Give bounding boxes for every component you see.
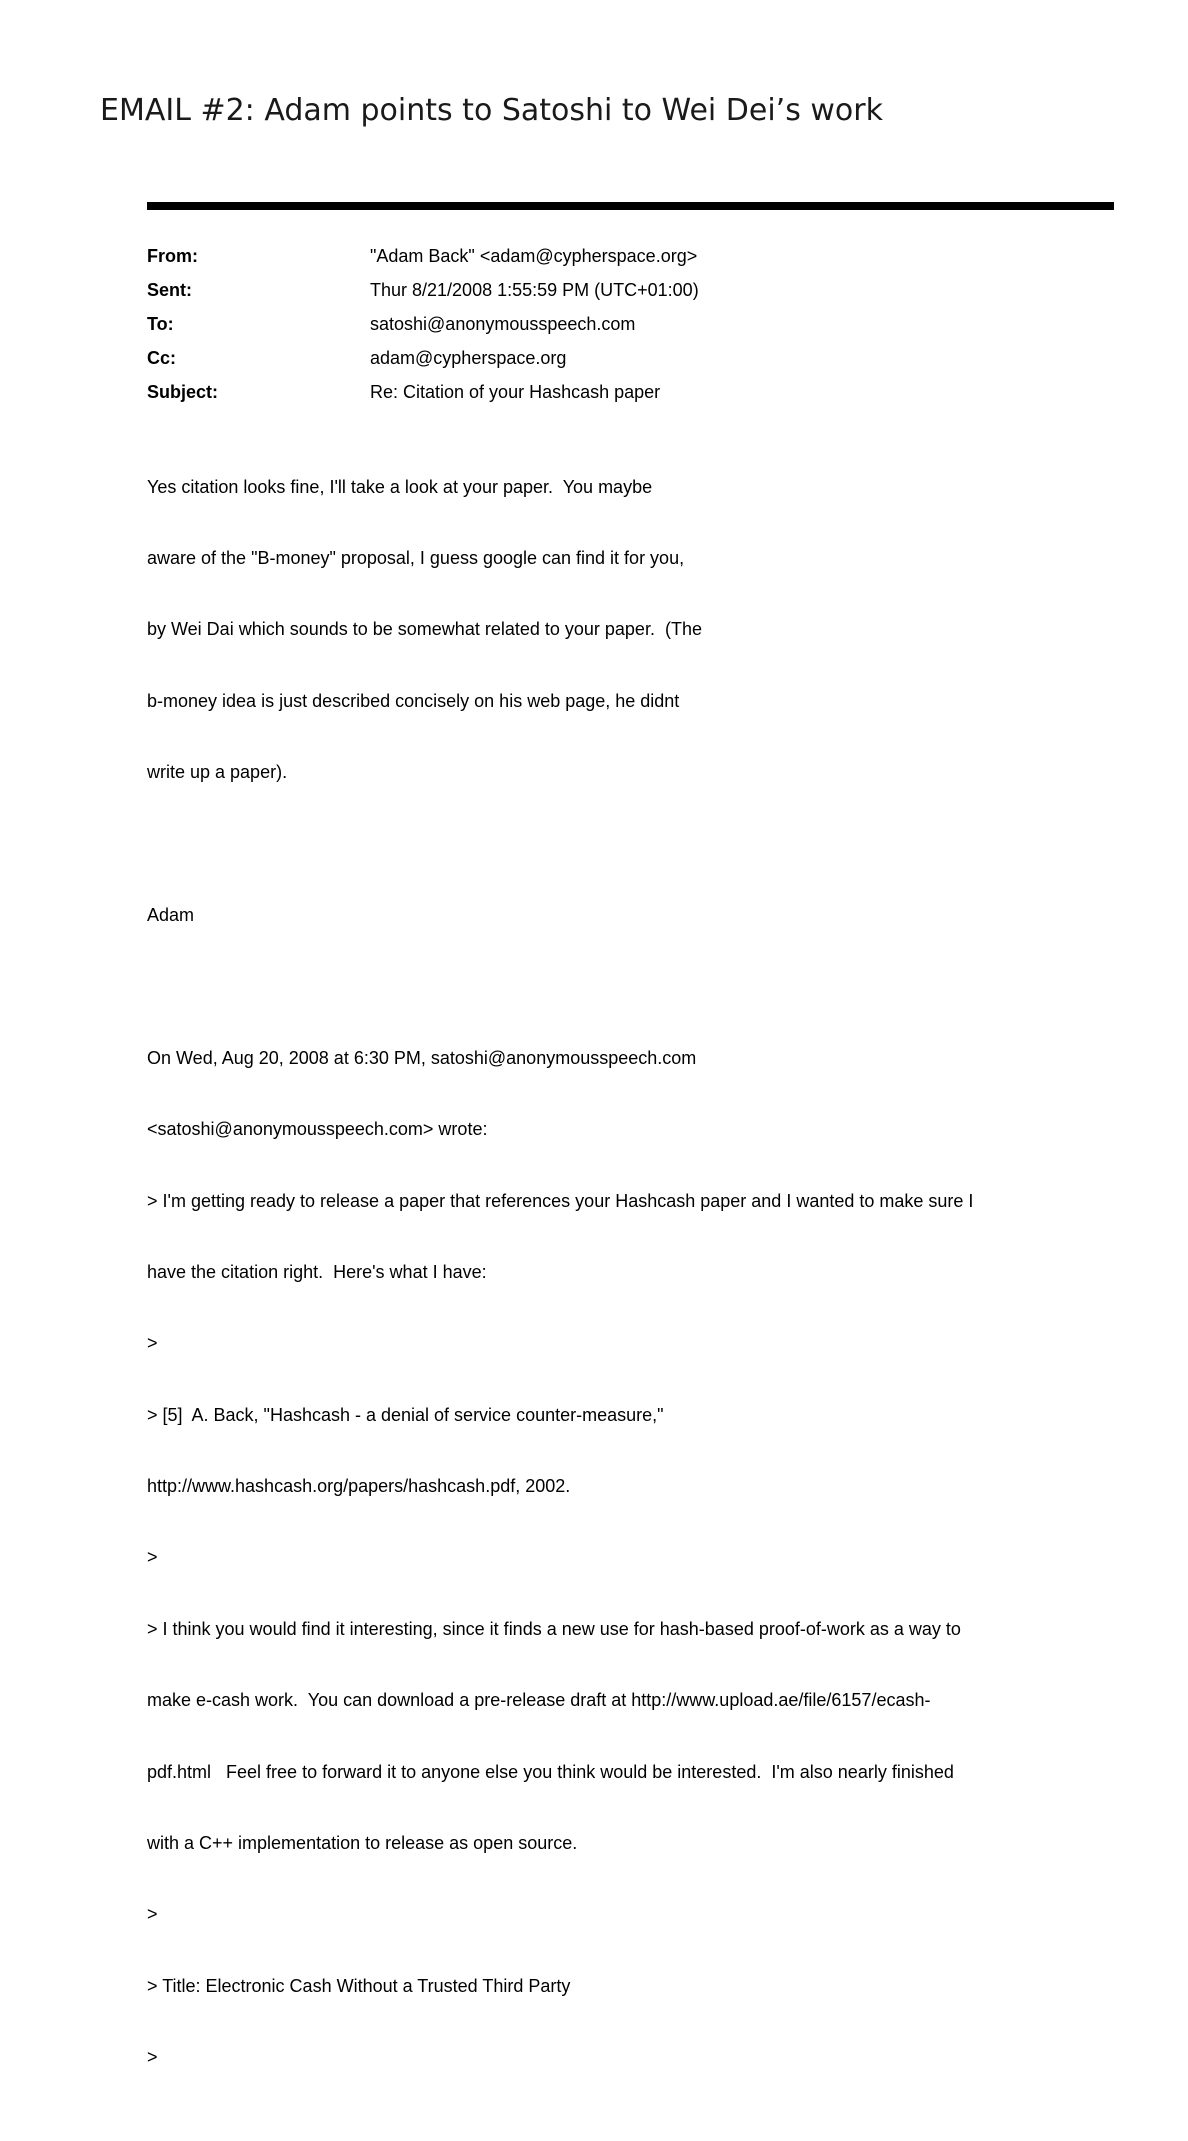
body-line: write up a paper).	[147, 762, 288, 783]
signature-name: Adam	[147, 904, 195, 925]
header-row-to	[147, 307, 1114, 341]
header-divider	[147, 202, 1114, 210]
sent-value: Thur 8/21/2008 1:55:59 PM (UTC+01:00)	[370, 280, 699, 300]
quote-line: > [5] A. Back, "Hashcash - a denial of service counter-measure,"	[147, 1404, 664, 1425]
cc-label: Cc:	[147, 348, 177, 368]
body-line: Yes citation looks fine, I'll take a look at your paper. You maybe	[147, 476, 653, 497]
quote-line: > Title: Electronic Cash Without a Trusted Third Party	[147, 1975, 571, 1996]
from-value: "Adam Back" <adam@cypherspace.org>	[370, 246, 698, 266]
cc-value: adam@cypherspace.org	[370, 348, 567, 368]
header-row-from	[147, 239, 1114, 273]
quote-line: >	[147, 1904, 158, 1925]
quote-line: pdf.html Feel free to forward it to anyone else you think would be interested. I'm also nearly finished	[147, 1761, 954, 1782]
header-row-subject	[147, 375, 1114, 409]
to-label: To:	[147, 314, 174, 334]
subject-value: Re: Citation of your Hashcash paper	[370, 382, 661, 402]
email-body	[147, 428, 1114, 2118]
quote-line: with a C++ implementation to release as open source.	[147, 1833, 578, 1854]
quote-line: >	[147, 1547, 158, 1568]
quote-line: make e-cash work. You can download a pre-release draft at http://www.upload.ae/file/6157/ecash-	[147, 1690, 931, 1711]
quote-line: http://www.hashcash.org/papers/hashcash.pdf, 2002.	[147, 1476, 571, 1497]
to-value: satoshi@anonymousspeech.com	[370, 314, 636, 334]
body-line: by Wei Dai which sounds to be somewhat related to your paper. (The	[147, 619, 702, 640]
body-line: aware of the "B-money" proposal, I guess google can find it for you,	[147, 547, 685, 568]
subject-label: Subject:	[147, 382, 219, 402]
quote-line: On Wed, Aug 20, 2008 at 6:30 PM, satoshi@anonymousspeech.com	[147, 1047, 697, 1068]
from-label: From:	[147, 246, 198, 266]
page-title: EMAIL #2: Adam points to Satoshi to Wei Dei’s work	[100, 93, 883, 128]
email-document	[147, 202, 1114, 2141]
sent-label: Sent:	[147, 280, 192, 300]
signature	[147, 856, 1114, 975]
header-row-sent	[147, 273, 1114, 307]
header-row-cc	[147, 341, 1114, 375]
quote-line: >	[147, 1333, 158, 1354]
quote-line: > I'm getting ready to release a paper that references your Hashcash paper and I wanted to make sure I	[147, 1190, 974, 1211]
quote-line: have the citation right. Here's what I have:	[147, 1261, 487, 1282]
quote-line: <satoshi@anonymousspeech.com> wrote:	[147, 1119, 488, 1140]
body-line: b-money idea is just described concisely on his web page, he didnt	[147, 690, 680, 711]
email-headers	[147, 239, 1114, 409]
quote-line: >	[147, 2047, 158, 2068]
quote-line: > I think you would find it interesting, since it finds a new use for hash-based proof-of-work as a way to	[147, 1618, 961, 1639]
quoted-message	[147, 999, 1114, 2117]
reply-paragraph	[147, 428, 1114, 833]
